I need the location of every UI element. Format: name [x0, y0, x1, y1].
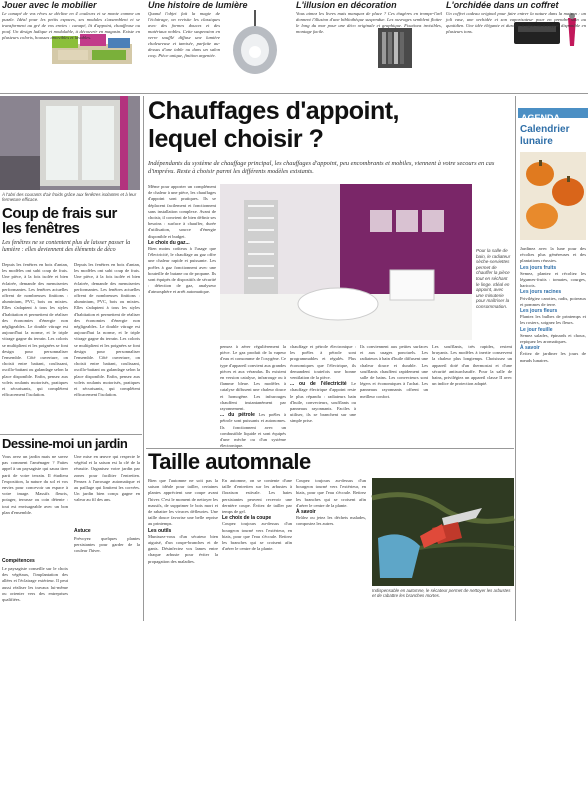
autumn-body-col2-text: En automne, on se contente d'une taille d'entretien sur les arbustes à floraison estivale. Les haies persistantes peuvent recevoir une dernière coupe. Évitez de tailler par temps de gel.: [222, 478, 292, 515]
agenda-item-label-2: Les jours fleurs: [520, 308, 558, 315]
main-headline-2: lequel choisir ?: [148, 125, 324, 153]
section-title-mobilier: Jouer avec le mobilier: [2, 0, 97, 10]
bathroom-photo: [220, 184, 472, 340]
section-title-lumiere: Une histoire de lumière: [148, 0, 248, 10]
windows-intro: Les fenêtres ne se contentent plus de laisser passer la lumière : elles deviennent des éléments de déco: [2, 240, 131, 253]
agenda-header-bar: [518, 108, 588, 123]
agenda-header: AGENDA: [521, 113, 561, 123]
autumn-body-col1: [148, 478, 218, 618]
agenda-item-label-1: Les jours racines: [520, 289, 562, 296]
section-title-illusion: L'illusion en décoration: [296, 0, 397, 10]
sub-outils: Les outils: [148, 527, 172, 534]
garden-body-3: Une mise en œuvre qui respecte le végétal et la saison est la clé de la réussite. Organisez votre jardin par zones pour faciliter l'entretien. Pensez à l'arrosage automatique et au paillage qui limitent les corvées. Un jardin bien conçu gagne en valeur au fil des ans.: [74, 454, 140, 503]
windows-title: Coup de frais sur les fenêtres: [2, 205, 117, 237]
main-body-col1-text: Même pour apporter un complément de chaleur à une pièce, les chauffages d'appoint sont pratiques. Ils se déplacent facilement et fonctionnent sans installation complexe. Avant de choisir, il convient de bien définir ses besoins : surface à chauffer, durée d'utilisation, source d'énergie disponible et budget.: [148, 184, 216, 239]
agenda-item-label-0: Les jours fruits: [520, 264, 557, 271]
agenda-title-1: Calendrier: [520, 124, 570, 135]
section-text-mobilier: Le canapé de vos rêves se décline en 4 couleurs et se monte comme un puzzle. Idéal pour les petits espaces, ses modules s'assemblent et se transforment au gré de vos envies : canapé, lit d'appoint, chauffeuse ou pouf. Un design ludique et modulable, à découvrir en magasin. Existe en plusieurs coloris, housses amovibles et lavables.: [2, 11, 140, 40]
section-text-orchidee: Un coffret cadeau original pour faire entrer la nature dans la maison : un joli vase, une orchidée et son vaporisateur pour en prendre soin au quotidien. Une idée élégante et durable à offrir ou à s'offrir, disponible en plusieurs tons.: [446, 11, 586, 34]
main-body-col4: Ils conviennent aux petites surfaces et aux usages ponctuels. Les radiateurs à bain d'huile diffusent une chaleur douce et durable. Les soufflants chauffent rapidement une salle de bains. Les convecteurs sont légers et économiques à l'achat. Les panneaux rayonnants offrent un meilleur confort.: [360, 344, 428, 399]
agenda-title-2: lunaire: [520, 136, 553, 147]
bookshelf-image: [378, 24, 418, 70]
section-text-lumiere: Quand l'objet fait la magie de l'éclairage, on revisite les classiques avec des formes douces et des matériaux nobles. Cette suspension en verre soufflé diffuse une lumière chaleureuse et tamisée, parfaite au-dessus d'une table ou dans un salon cosy. Pièce unique, finition argentée.: [148, 11, 220, 58]
autumn-body-col3-text: Coupez toujours au-dessus d'un bourgeon tourné vers l'extérieur, en biais, pour que l'eau s'écoule. Retirez les branches qui se croisent afin d'aérer le centre de la plante.: [296, 478, 366, 508]
main-body-col2b-text: Les poêles à pétrole sont puissants et autonomes. Ils fonctionnent avec un combustible liquide et sont équipés d'une mèche ou d'un système électronique.: [220, 412, 286, 449]
sub-coupe: Le choix de la coupe: [222, 515, 272, 522]
garden-sub-astuce: Astuce: [74, 528, 91, 534]
autumn-body-col2b-text: Coupez toujours au-dessus d'un bourgeon tourné vers l'extérieur, en biais, pour que l'eau s'écoule. Retirez les branches qui se croisent afin d'aérer le centre de la plante.: [222, 521, 292, 552]
main-body-col2: [220, 344, 286, 449]
bathroom-caption: Pour la salle de bain, le radiateur sèche-serviettes permet de chauffer la pièce tout en séchant le linge. Idéal en appoint, avec une minuterie pour maîtriser la consommation.: [476, 248, 511, 309]
garden-title: Dessine-moi un jardin: [2, 436, 128, 451]
windows-body-1: Depuis les fenêtres en bois d'antan, les modèles ont subi coup de frais. Une pièce, à la fois isolée et bien éclairée, demande des menuiseries performantes. Les fenêtres actuelles offrent de nombreuses finitions : aluminium, PVC, bois ou mixtes. Elles s'adaptent à tous les styles d'habitation et permettent de réaliser des économies d'énergie non négligeables. Le double vitrage est aujourd'hui la norme, et le triple vitrage gagne du terrain. Les coloris se multiplient et les poignées se font design pour personnaliser l'ensemble. Côté ouverture, on choisit entre battant, coulissant, oscillo-battant ou galandage selon la place disponible. Enfin, pensez aux volets roulants motorisés, pratiques et sécurisants, qui complètent efficacement l'isolation.: [2, 262, 68, 398]
sub-asavoir: À savoir: [296, 509, 316, 516]
secateur-caption: Indispensable en automne, le sécateur permet de nettoyer les arbustes et de rabattre les branches mortes.: [372, 588, 511, 599]
garden-body-2: Le paysagiste conseille sur le choix des végétaux, l'implantation des allées et l'éclairage extérieur. Il peut aussi réaliser les travaux lui-même ou orienter vers des entreprises qualifiées.: [2, 566, 68, 603]
main-body-col3-text: chauffage et pétrole électronique : les poêles à pétrole sont programmables et régulés. Plus économiques que l'électrique, ils demandent toutefois une bonne ventilation de la pièce.: [290, 344, 356, 381]
agenda-item-text-2: Plantez les bulbes de printemps et les rosiers, soignez les fleurs.: [520, 314, 586, 326]
lamp-image: [224, 10, 288, 82]
pumpkins-image: [520, 152, 586, 240]
autumn-headline: Taille automnale: [148, 449, 311, 474]
agenda-item-text-4: Évitez de jardiner les jours de nœuds lunaires.: [520, 351, 586, 363]
windows-body-2: Depuis les fenêtres en bois d'antan, les modèles ont subi coup de frais. Une pièce, à la fois isolée et bien éclairée, demande des menuiseries performantes. Les fenêtres actuelles offrent de nombreuses finitions : aluminium, PVC, bois ou mixtes. Elles s'adaptent à tous les styles d'habitation et permettent de réaliser des économies d'énergie non négligeables. Le double vitrage est aujourd'hui la norme, et le triple vitrage gagne du terrain. Les coloris se multiplient et les poignées se font design pour personnaliser l'ensemble. Côté ouverture, on choisit entre battant, coulissant, oscillo-battant ou galandage selon la place disponible. Enfin, pensez aux volets roulants motorisés, pratiques et sécurisants, qui complètent efficacement l'isolation.: [74, 262, 140, 398]
agenda-item-text-0: Semez, plantez et récoltez les légumes-fruits : tomates, courges, haricots.: [520, 270, 586, 289]
autumn-body-col3: [296, 478, 366, 618]
agenda-item-label-4: À savoir: [520, 345, 540, 352]
secateur-photo: [372, 478, 514, 586]
main-body-col3b-text: Le chauffage électrique d'appoint reste le plus répandu : radiateurs bain d'huile, convecteurs, soufflants ou panneaux rayonnants. Faciles à utiliser, ils se branchent sur une simple prise.: [290, 381, 356, 424]
sub-gaz: Le choix du gaz...: [148, 239, 190, 246]
autumn-body-col1-text: Bien que l'automne ne soit pas la saison idéale pour tailler, certaines plantes apprécient une coupe avant l'hiver. C'est le moment de nettoyer les massifs, de supprimer le bois mort et de rabattre les vivaces défleuries. Une taille douce favorise une belle reprise au printemps.: [148, 478, 218, 527]
main-body-col5: Les soufflants, très rapides, restent bruyants. Les modèles à inertie conservent la chaleur plus longtemps. Choisissez un appareil doté d'un thermostat et d'une sécurité antisurchauffe. Pour la salle de bains, privilégiez un appareil classe II avec un indice de protection adapté.: [432, 344, 512, 387]
window-image: [0, 96, 140, 190]
top-bar: [0, 0, 588, 90]
section-title-orchidee: L'orchidée dans un coffret: [446, 0, 559, 10]
window-caption: À l'abri des courants d'air froids grâce aux fenêtres isolantes et à leur fermeture efficace.: [2, 192, 137, 203]
sub-petrole: ... du pétrole: [220, 412, 255, 419]
autumn-body-col1b-text: Munissez-vous d'un sécateur bien aiguisé, d'un coupe-branches et de gants. Désinfectez vos lames entre chaque arbuste pour éviter la propagation des maladies.: [148, 533, 218, 564]
sub-electricite: ... ou de l'électricité: [290, 381, 347, 388]
agenda-item-text-1: Privilégiez carottes, radis, poireaux et pommes de terre.: [520, 295, 586, 307]
agenda-intro: Jardinez avec la lune pour des récoltes plus généreuses et des plantations réussies.: [520, 246, 586, 264]
main-body-col1b-text: Bien moins coûteux à l'usage que l'électricité, le chauffage au gaz offre une chaleur rapide et puissante. Les poêles à gaz fonctionnent avec une bouteille de butane ou de propane. Ils sont équipés de dispositifs de sécurité : détection de gaz, analyseur d'atmosphère et arrêt automatique.: [148, 246, 216, 295]
garden-body: Vous avez un jardin mais ne savez pas comment l'aménager ? Faites appel à un paysagiste qui saura tirer parti de votre terrain. Il étudiera l'exposition, la nature du sol et vos envies pour concevoir un espace à votre image. Massifs fleuris, potager, terrasse ou coin détente : tout est envisageable avec un bon plan d'ensemble.: [2, 454, 68, 515]
main-body-col2-text: pensez à aérer régulièrement la pièce. Le gaz produit de la vapeur d'eau et consomme de l'oxygène. Ce type d'appareil convient aux grandes pièces et aux vérandas. Ils existent en version catalyse, infrarouge ou à flamme bleue. Les modèles à catalyse diffusent une chaleur douce et homogène. Les infrarouges chauffent instantanément par rayonnement.: [220, 344, 286, 412]
main-body-col3: [290, 344, 356, 444]
agenda-item-label-3: Le jour feuille: [520, 326, 553, 333]
main-deck: Indépendants du système de chauffage principal, les chauffages d'appoint, peu encombrants et mobiles, viennent à votre secours en cas d'imprévu. Reste à choisir parmi les différents modèles existants.: [148, 160, 495, 175]
autumn-body-col3b-text: Brûlez ou jetez les déchets malades, compostez les autres.: [296, 515, 366, 527]
agenda-body: [520, 246, 586, 586]
garden-body-4: Prévoyez quelques plantes persistantes pour garder de la couleur l'hiver.: [74, 536, 140, 554]
main-headline-1: Chauffages d'appoint,: [148, 97, 399, 125]
main-body-col1: [148, 184, 216, 444]
autumn-body-col2: [222, 478, 292, 618]
garden-sub-competences: Compétences: [2, 558, 35, 564]
section-text-illusion: Vous aimez les livres mais manquez de place ? Ces étagères en trompe-l'œil donnent l'illusion d'une bibliothèque suspendue. Les ouvrages semblent flotter le long du mur pour une déco originale et graphique. Fixations invisibles, montage facile.: [296, 11, 442, 34]
agenda-item-text-3: Semez salades, épinards et choux, repiquez les aromatiques.: [520, 332, 586, 345]
